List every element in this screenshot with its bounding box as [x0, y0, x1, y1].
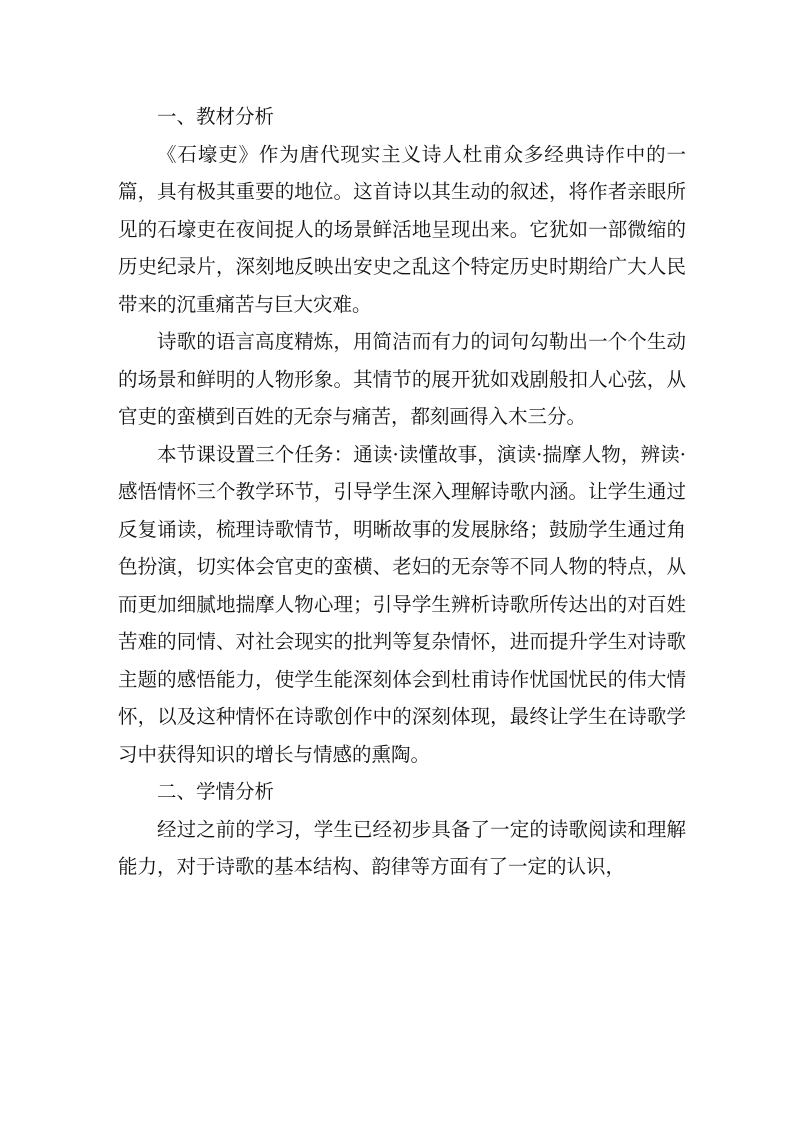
section-heading-student-analysis: 二、学情分析	[157, 780, 275, 803]
document-body	[118, 98, 686, 886]
paragraph-student-ability: 经过之前的学习，学生已经初步具备了一定的诗歌阅读和理解能力，对于诗歌的基本结构、韵律等方面有了一定的认识，	[118, 817, 686, 878]
paragraph-poem-significance: 《石壕吏》作为唐代现实主义诗人杜甫众多经典诗作中的一篇，具有极其重要的地位。这首诗以其生动的叙述，将作者亲眼所见的石壕吏在夜间捉人的场景鲜活地呈现出来。它犹如一部微缩的历史纪录片，深刻地反映出安史之乱这个特定历史时期给广大人民带来的沉重痛苦与巨大灾难。	[118, 142, 686, 316]
paragraph-lesson-tasks: 本节课设置三个任务：通读·读懂故事，演读·揣摩人物，辨读·感悟情怀三个教学环节，引导学生深入理解诗歌内涵。让学生通过反复诵读，梳理诗歌情节，明晰故事的发展脉络；鼓励学生通过角色扮演，切实体会官吏的蛮横、老妇的无奈等不同人物的特点，从而更加细腻地揣摩人物心理；引导学生辨析诗歌所传达出的对百姓苦难的同情、对社会现实的批判等复杂情怀，进而提升学生对诗歌主题的感悟能力，使学生能深刻体会到杜甫诗作忧国忧民的伟大情怀，以及这种情怀在诗歌创作中的深刻体现，最终让学生在诗歌学习中获得知识的增长与情感的熏陶。	[118, 442, 686, 766]
section-heading-textbook-analysis: 一、教材分析	[157, 105, 275, 128]
paragraph-poem-language: 诗歌的语言高度精炼，用简洁而有力的词句勾勒出一个个生动的场景和鲜明的人物形象。其情节的展开犹如戏剧般扣人心弦，从官吏的蛮横到百姓的无奈与痛苦，都刻画得入木三分。	[118, 330, 686, 428]
